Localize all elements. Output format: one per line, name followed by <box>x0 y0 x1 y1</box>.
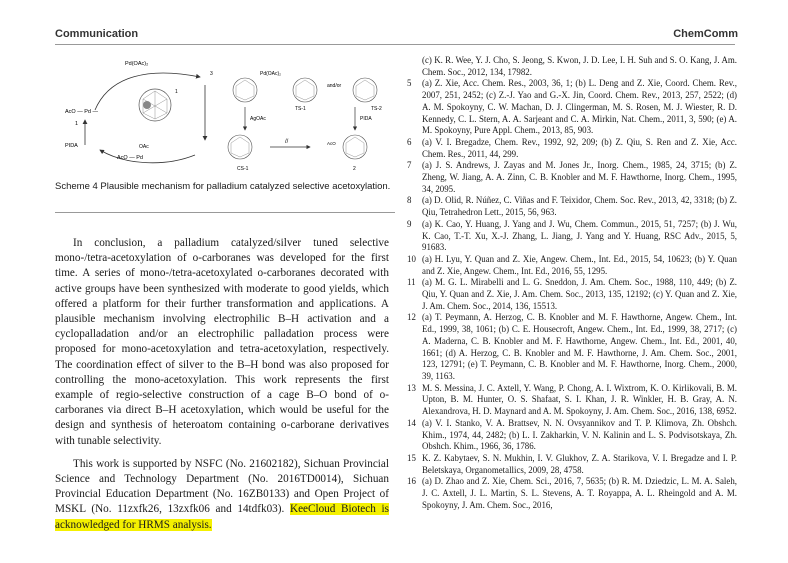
reference-list <box>407 55 737 511</box>
compound-1-label-b: 1 <box>175 89 178 95</box>
reagent-mid-label: Pd(OAc)₂ <box>260 71 282 77</box>
reference-text: (a) D. Zhao and Z. Xie, Chem. Sci., 2016, 7, 5635; (b) R. M. Dziedzic, L. M. A. Saleh, J. C. Axtell, J. L. Martin, S. L. Stevens, A. T. Royappa, A. L. Rheingold and A. M. Spokoyny, J. Am. Chem. Soc., 2016, <box>422 476 737 510</box>
cs1-label: CS-1 <box>237 166 249 172</box>
reference-item <box>407 312 737 382</box>
reference-item <box>407 277 737 312</box>
reference-item <box>407 160 737 195</box>
reference-item <box>407 476 737 511</box>
reference-number: 11 <box>407 277 416 288</box>
conclusion-paragraph: In conclusion, a palladium catalyzed/silver tuned selective mono-/tetra-acetoxylation of o-carboranes was developed for the first time. A series of mono-/tetra-acetoxylated o-carboranes decorated with active groups have been synthesized with moderate to good yields, which offered a platform for their further transformation and applications. A plausible mechanism involving electrophilic B–H activation and a cyclopalladation and/or an electrophilic palladation process were proposed for mono-acetoxylation and tetra-acetoxylation, respectively. The coordination effect of silver to the B–H bond was also proposed for controlling the mono-acetoxylation. This work represents the first example of regio-selective construction of a cage B–O bond of o-carboranes via direct B–H acetoxylation, which would be useful for the design and synthesis of heteroatom containing o-carborane derivatives with tunable selectivity. <box>55 237 389 447</box>
reference-number: 7 <box>407 160 412 171</box>
reference-text: (a) Z. Xie, Acc. Chem. Res., 2003, 36, 1; (b) L. Deng and Z. Xie, Coord. Chem. Rev., 2007, 251, 2452; (c) Z.-J. Yao and G.-X. Jin, Coord. Chem. Rev., 2013, 257, 2522; (d) A. M. Spokoyny, C. W. Machan, D. J. Clingerman, M. S. Rosen, M. J. Wiester, R. D. Kennedy, C. L. Stern, A. A. Sarjeant and C. A. Mirkin, Nat. Chem., 2011, 3, 590; (e) A. M. Spokoyny, Pure Appl. Chem., 2013, 85, 903. <box>422 78 737 136</box>
agoac-label: AgOAc <box>250 116 266 122</box>
reference-text: (a) D. Olid, R. Núñez, C. Viñas and F. Teixidor, Chem. Soc. Rev., 2013, 42, 3318; (b) Z. Qiu, Tetrahedron Lett., 2015, 56, 963. <box>422 195 737 218</box>
reference-item <box>407 55 737 78</box>
ts1-label: TS-1 <box>295 106 306 112</box>
reference-number: 9 <box>407 218 412 229</box>
journal-name: ChemComm <box>673 28 738 40</box>
oac-label: OAc <box>139 144 149 150</box>
acknowledgement-text: This work is supported by NSFC (No. 21602182), Sichuan Provincial Science and Technology Department (No. 2016TD0014), Sichuan Provincial Education Department (No. 16ZB0133) and Open Project of MSKL (No. 11zxfk26, 13zxfk06 and 14tdfk03). <box>55 457 389 516</box>
reference-number: 13 <box>407 382 416 393</box>
pida-right-label: PIDA <box>360 116 372 122</box>
reference-item <box>407 383 737 418</box>
caption-rule <box>55 212 395 213</box>
reference-item <box>407 453 737 476</box>
pd-species-label: AcO — Pd — <box>65 109 99 115</box>
reference-text: (c) K. R. Wee, Y. J. Cho, S. Jeong, S. Kwon, J. D. Lee, I. H. Suh and S. O. Kang, J. Am. Chem. Soc., 2012, 134, 17982. <box>422 55 737 77</box>
scheme-4-figure <box>55 55 395 175</box>
carborane-cage-ts2 <box>353 78 377 102</box>
acknowledgement-paragraph <box>55 457 389 533</box>
reference-text: (a) V. I. Stanko, V. A. Brattsev, N. N. Ovsyannikov and T. P. Klimova, Zh. Obshch. Khim., 1974, 44, 2482; (b) L. I. Zakharkin, V. N. Kalinin and L. S. Podvisotskaya, Zh. Obshch. Khim., 1966, 36, 1786. <box>422 417 737 452</box>
reference-number: 15 <box>407 452 416 463</box>
compound-2-label: 2 <box>353 166 356 172</box>
reference-item <box>407 137 737 160</box>
reference-item <box>407 254 737 277</box>
reference-text: (a) H. Lyu, Y. Quan and Z. Xie, Angew. Chem., Int. Ed., 2015, 54, 10623; (b) Y. Quan and Z. Xie, Angew. Chem., Int. Ed., 2016, 55, 1295. <box>422 253 737 276</box>
carborane-cage-ts1b <box>293 78 317 102</box>
compound-3-label: 3 <box>210 71 213 77</box>
reference-number: 12 <box>407 312 416 323</box>
reference-number: 16 <box>407 476 416 487</box>
reference-item <box>407 219 737 254</box>
reference-text: (a) M. G. L. Mirabelli and L. G. Sneddon, J. Am. Chem. Soc., 1988, 110, 449; (b) Z. Qiu, Y. Quan and Z. Xie, J. Am. Chem. Soc., 2013, 135, 12192; (c) Y. Quan and Z. Xie, J. Am. Chem. Soc., 2014, 136, 15513. <box>422 277 737 311</box>
blocked-arrow-mark: // <box>285 139 289 145</box>
reference-item <box>407 78 737 137</box>
reference-text: M. S. Messina, J. C. Axtell, Y. Wang, P. Chong, A. I. Wixtrom, K. O. Kirlikovali, B. M. Upton, B. M. Hunter, O. S. Shafaat, S. I. Khan, J. R. Winkler, H. B. Gray, A. N. Alexandrova, H. D. Maynard and A. M. Spokoyny, J. Am. Chem. Soc., 2016, 138, 6952. <box>422 382 737 417</box>
reagent-label: Pd(OAc)₂ <box>125 61 149 67</box>
carborane-cage-product <box>343 135 367 159</box>
pida-label: PIDA <box>65 143 78 149</box>
reference-text: (a) K. Cao, Y. Huang, J. Yang and J. Wu, Chem. Commun., 2015, 51, 7257; (b) J. Wu, K. Cao, T.-T. Xu, X.-J. Zhang, L. Jiang, J. Yang and Y. Huang, RSC Adv., 2015, 5, 91683. <box>422 218 737 253</box>
reference-number: 5 <box>407 78 412 89</box>
scheme-caption: Scheme 4 Plausible mechanism for palladium catalyzed selective acetoxylation. <box>55 181 391 192</box>
reference-number: 8 <box>407 195 412 206</box>
compound-1-label: 1 <box>75 121 79 127</box>
reference-number: 6 <box>407 136 412 147</box>
reference-item <box>407 418 737 453</box>
carborane-cage-center <box>139 89 171 121</box>
reference-text: (a) T. Peymann, A. Herzog, C. B. Knobler and M. F. Hawthorne, Angew. Chem., Int. Ed., 1999, 38, 1061; (b) C. E. Housecroft, Angew. Chem., Int. Ed., 1999, 38, 2717; (c) A. Maderna, C. B. Knobler and M. F. Hawthorne, Angew. Chem., Int. Ed., 2001, 40, 1661; (d) A. Herzog, C. B. Knobler and M. F. Hawthorne, J. Am. Chem. Soc., 2001, 123, 12791; (e) T. Peymann, C. B. Knobler and M. F. Hawthorne, Inorg. Chem., 2000, 39, 1163. <box>422 312 737 381</box>
reference-text: K. Z. Kabytaev, S. N. Mukhin, I. V. Glukhov, Z. A. Starikova, V. I. Bregadze and I. P. Beletskaya, Organometallics, 2009, 28, 4758. <box>422 452 737 475</box>
ts2-label: TS-2 <box>371 106 382 112</box>
reference-number: 10 <box>407 253 416 264</box>
pd-bottom-label: AcO — Pd <box>117 155 143 161</box>
header-rule <box>55 44 735 45</box>
reference-number: 14 <box>407 417 416 428</box>
cycle-arrow-bottom <box>100 150 195 163</box>
highlighted-text: KeeCloud Biotech is acknowledged for HRMS analysis. <box>55 503 389 531</box>
reference-text: (a) V. I. Bregadze, Chem. Rev., 1992, 92, 209; (b) Z. Qiu, S. Ren and Z. Xie, Acc. Chem. Res., 2011, 44, 299. <box>422 136 737 159</box>
carborane-cage-ts1 <box>233 78 257 102</box>
carborane-cage-cs1 <box>228 135 252 159</box>
reference-text: (a) J. S. Andrews, J. Zayas and M. Jones Jr., Inorg. Chem., 1985, 24, 3715; (b) Z. Zheng, W. Jiang, A. A. Zinn, C. B. Knobler and M. F. Hawthorne, Inorg. Chem., 1995, 34, 2095. <box>422 160 737 194</box>
reference-item <box>407 195 737 218</box>
journal-section: Communication <box>55 28 139 40</box>
aco-label: AcO <box>327 141 336 146</box>
and-or-label: and/or <box>327 83 342 89</box>
body-text <box>55 236 389 533</box>
